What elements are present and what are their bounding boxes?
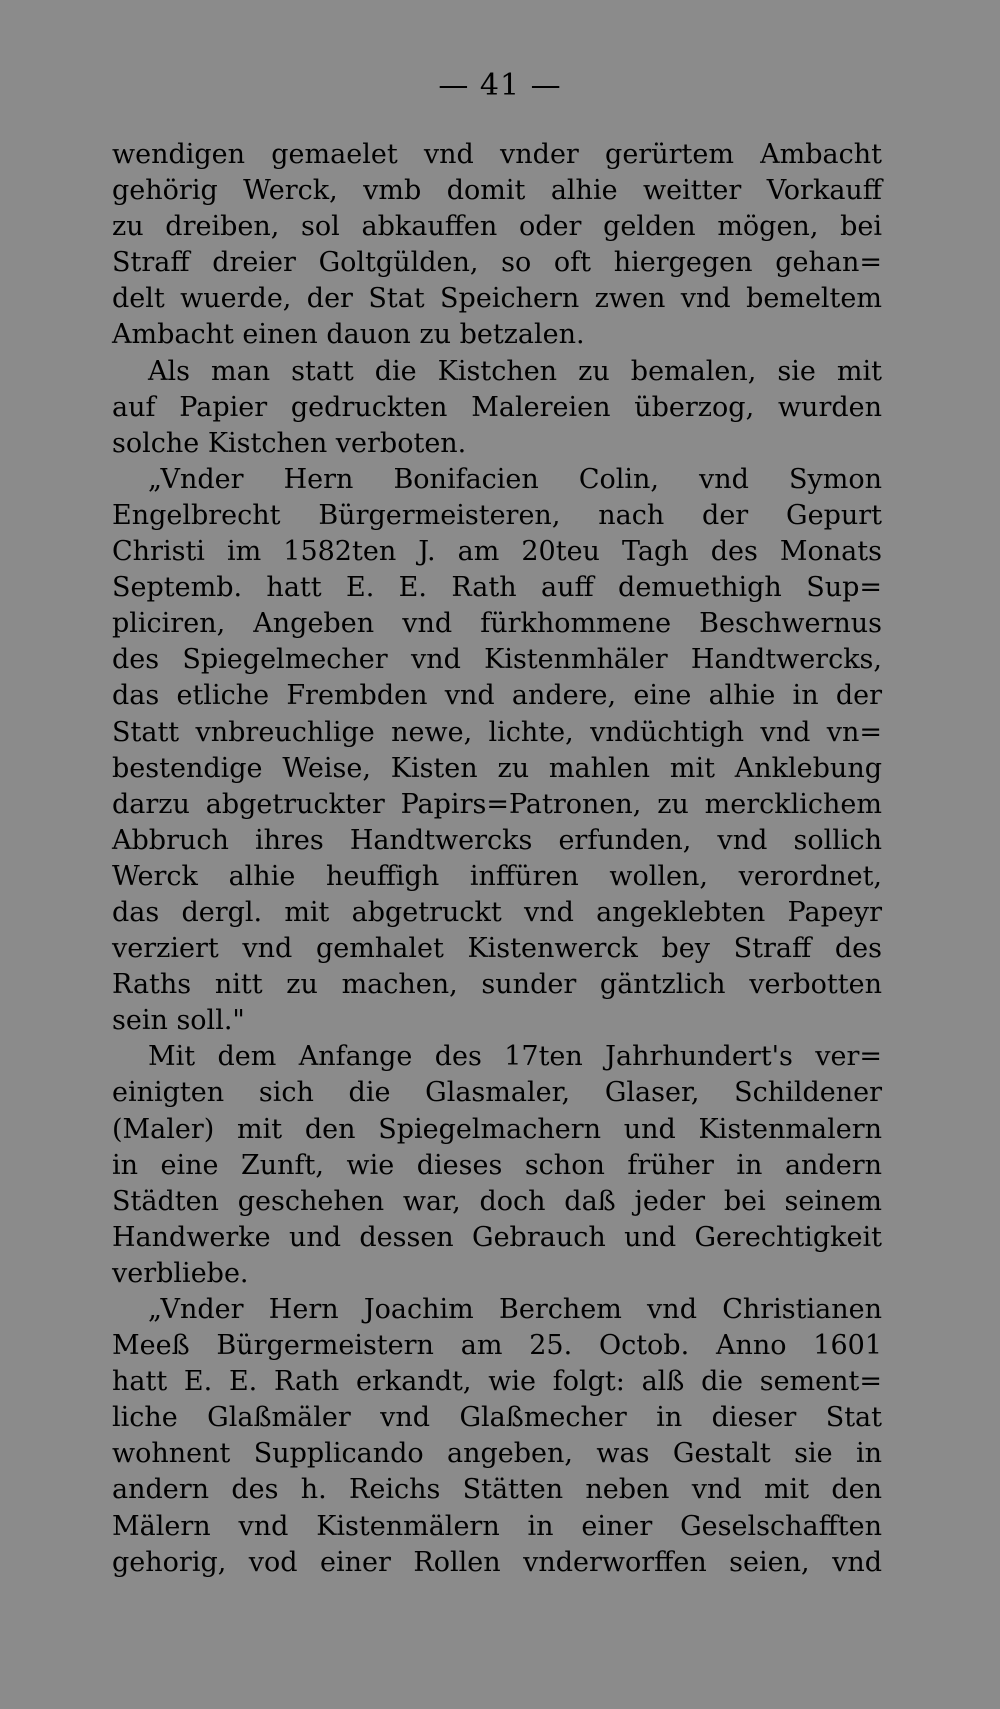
text-line: des Spiegelmecher vnd Kistenmhäler Handtwercks, (112, 644, 882, 676)
text-line: Als man statt die Kistchen zu bemalen, sie mit (148, 355, 882, 387)
text-line: Engelbrecht Bürgermeisteren, nach der Gepurt (112, 499, 882, 531)
text-line: Handwerke und dessen Gebrauch und Gerechtigkeit (112, 1221, 882, 1253)
text-line: wendigen gemaelet vnd vnder gerürtem Ambacht (112, 139, 882, 170)
text-line: delt wuerde, der Stat Speichern zwen vnd bemeltem (112, 283, 882, 315)
text-line: verbliebe. (112, 1257, 249, 1289)
text-line: „Vnder Hern Joachim Berchem vnd Christianen (148, 1294, 882, 1325)
text-line: Christi im 1582ten J. am 20teu Tagh des Monats (112, 536, 882, 568)
text-line: „Vnder Hern Bonifacien Colin, vnd Symon (148, 463, 882, 495)
text-line: wohnent Supplicando angeben, was Gestalt sie in (112, 1438, 882, 1470)
text-line: Mälern vnd Kistenmälern in einer Geselschafften (112, 1510, 882, 1542)
text-line: Septemb. hatt E. E. Rath auff demuethigh Sup= (112, 572, 882, 604)
text-line: bestendige Weise, Kisten zu mahlen mit Anklebung (112, 752, 882, 784)
text-line: Mit dem Anfange des 17ten Jahrhundert's ver= (148, 1041, 882, 1073)
text-line: gehörig Werck, vmb domit alhie weitter Vorkauff (112, 175, 882, 207)
text-line: zu dreiben, sol abkauffen oder gelden mögen, bei (112, 211, 882, 243)
text-line: andern des h. Reichs Stätten neben vnd mit den (112, 1474, 882, 1506)
text-line: Raths nitt zu machen, sunder gäntzlich verbotten (112, 969, 882, 1001)
text-line: (Maler) mit den Spiegelmachern und Kistenmalern (112, 1113, 882, 1145)
text-line: einigten sich die Glasmaler, Glaser, Schildener (112, 1077, 882, 1109)
text-line: solche Kistchen verboten. (112, 427, 467, 459)
text-line: Meeß Bürgermeistern am 25. Octob. Anno 1601 (112, 1330, 882, 1362)
text-line: Statt vnbreuchlige newe, lichte, vndüchtigh vnd vn= (112, 716, 882, 748)
text-line: das etliche Frembden vnd andere, eine alhie in der (112, 680, 882, 712)
page-number: — 41 — (438, 68, 562, 103)
text-line: sein soll." (112, 1005, 245, 1037)
body-text (112, 137, 882, 1581)
text-line: liche Glaßmäler vnd Glaßmecher in dieser Stat (112, 1402, 882, 1434)
text-line: gehorig, vod einer Rollen vnderworffen seien, vnd (112, 1546, 882, 1578)
text-line: Ambacht einen dauon zu betzalen. (112, 319, 585, 351)
text-line: das dergl. mit abgetruckt vnd angeklebten Papeyr (112, 896, 882, 928)
text-line: auf Papier gedruckten Malereien überzog, wurden (112, 391, 882, 423)
text-line: Abbruch ihres Handtwercks erfunden, vnd sollich (112, 824, 882, 856)
text-line: verziert vnd gemhalet Kistenwerck bey Straff des (112, 933, 882, 965)
text-line: Werck alhie heuffigh inffüren wollen, verordnet, (112, 860, 882, 892)
text-line: in eine Zunft, wie dieses schon früher in andern (112, 1149, 882, 1181)
text-line: Straff dreier Goltgülden, so oft hiergegen gehan= (112, 247, 882, 279)
text-line: pliciren, Angeben vnd fürkhommene Beschwernus (112, 608, 882, 640)
text-line: Städten geschehen war, doch daß jeder bei seinem (112, 1185, 882, 1217)
text-line: hatt E. E. Rath erkandt, wie folgt: alß die sement= (112, 1366, 882, 1398)
text-line: darzu abgetruckter Papirs=Patronen, zu mercklichem (112, 788, 882, 820)
